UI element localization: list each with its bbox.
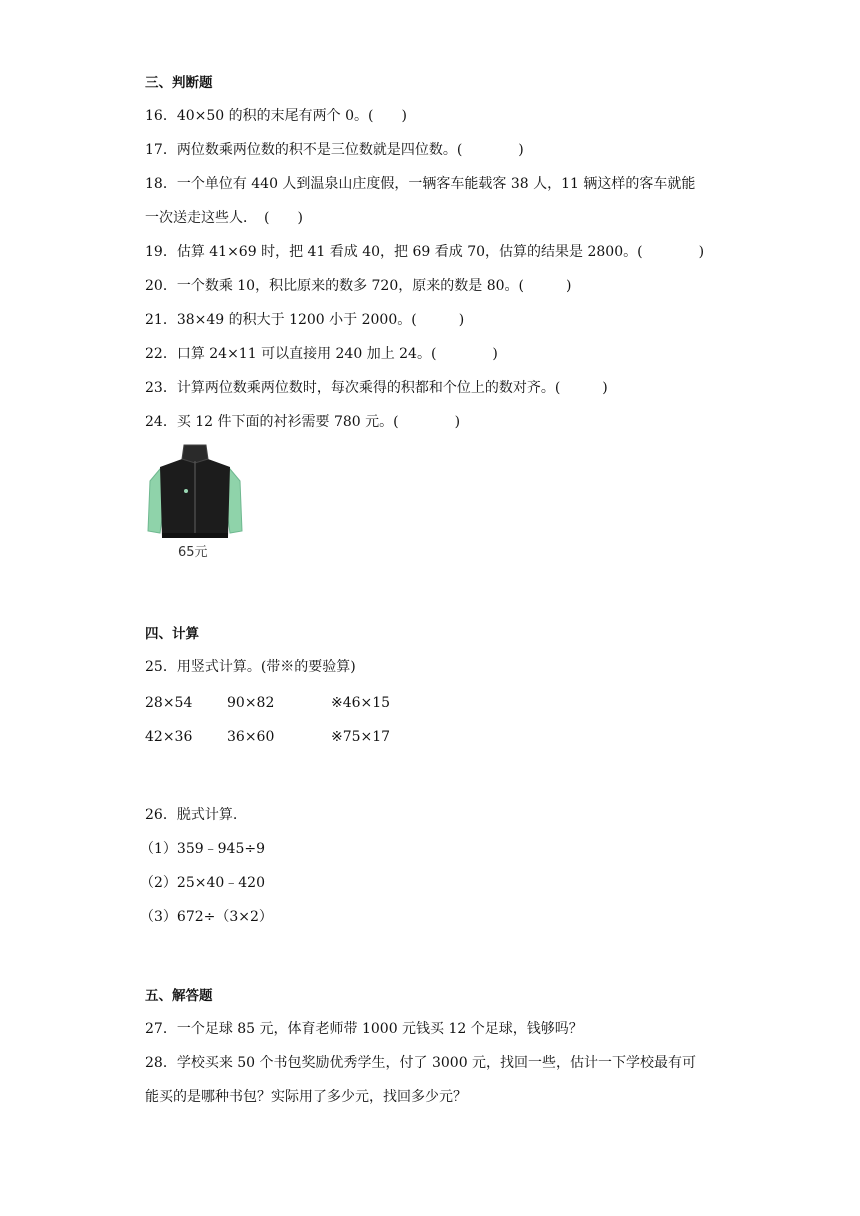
question-18-line1: 18．一个单位有 440 人到温泉山庄度假，一辆客车能载客 38 人，11 辆这样的客车就能 [145, 176, 696, 192]
question-25: 25．用竖式计算。(带※的要验算) [145, 659, 356, 675]
question-24: 24．买 12 件下面的衬衫需要 780 元。( ) [145, 414, 461, 430]
question-20: 20．一个数乘 10，积比原来的数多 720，原来的数是 80。( ) [145, 278, 572, 294]
section-title-answers: 五、解答题 [145, 988, 213, 1004]
question-26: 26．脱式计算. [145, 807, 238, 823]
calc-item: 90×82 [227, 695, 275, 711]
question-19: 19．估算 41×69 时，把 41 看成 40，把 69 看成 70，估算的结果是 2800。( ) [145, 244, 705, 260]
calc-row-1 [145, 694, 445, 712]
question-16: 16．40×50 的积的末尾有两个 0。( ) [145, 108, 407, 124]
question-17: 17．两位数乘两位数的积不是三位数就是四位数。( ) [145, 142, 524, 158]
question-28-line1: 28．学校买来 50 个书包奖励优秀学生，付了 3000 元，找回一些，估计一下学校最有可 [145, 1055, 697, 1071]
question-26-2: （2）25×40﹣420 [140, 875, 265, 891]
question-28-line2: 能买的是哪种书包？实际用了多少元，找回多少元？ [145, 1089, 467, 1105]
calc-item: 42×36 [145, 729, 193, 745]
question-26-1: （1）359﹣945÷9 [140, 841, 265, 857]
question-26-3: （3）672÷（3×2） [140, 909, 273, 925]
question-21: 21．38×49 的积大于 1200 小于 2000。( ) [145, 312, 465, 328]
calc-row-2 [145, 728, 445, 746]
section-title-judgement: 三、判断题 [145, 75, 213, 91]
question-18-line2: 一次送走这些人． ( ) [145, 210, 303, 226]
jacket-price-label: 65元 [178, 545, 208, 560]
question-22: 22．口算 24×11 可以直接用 240 加上 24。( ) [145, 346, 498, 362]
calc-item: 28×54 [145, 695, 193, 711]
section-title-calculation: 四、计算 [145, 626, 199, 642]
calc-item: ※75×17 [331, 729, 391, 745]
calc-item: ※46×15 [331, 695, 391, 711]
calc-item: 36×60 [227, 729, 275, 745]
question-23: 23．计算两位数乘两位数时，每次乘得的积都和个位上的数对齐。( ) [145, 380, 608, 396]
question-27: 27．一个足球 85 元，体育老师带 1000 元钱买 12 个足球，钱够吗？ [145, 1021, 583, 1037]
